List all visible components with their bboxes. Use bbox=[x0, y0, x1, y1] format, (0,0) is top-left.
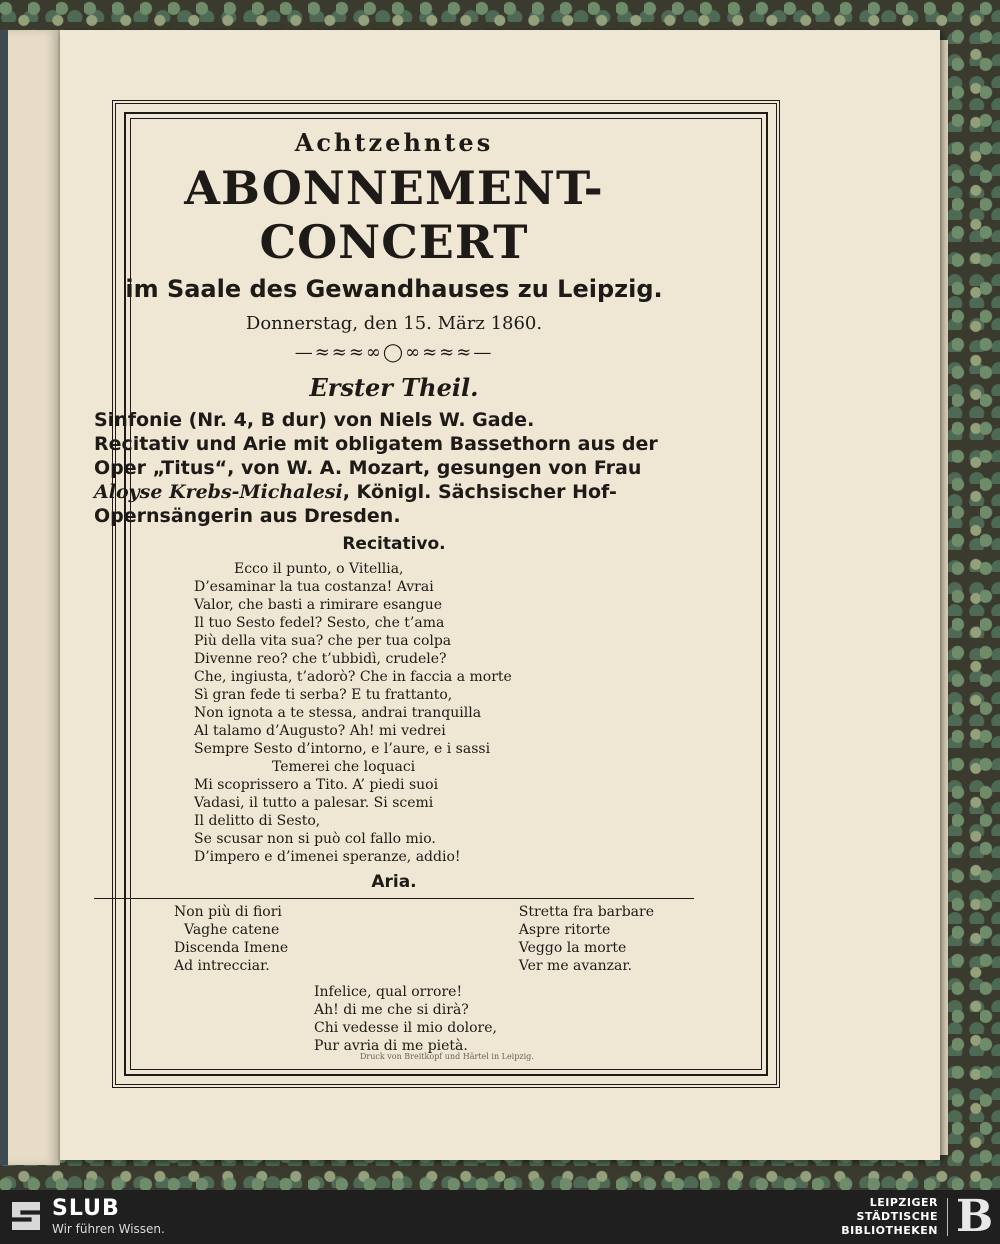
poem-line: Sì gran fede ti serba? E tu frattanto, bbox=[194, 687, 453, 703]
aria-heading: Aria. bbox=[371, 872, 417, 892]
poem-line: Vadasi, il tutto a palesar. Si scemi bbox=[194, 795, 434, 811]
poem-line: D’esaminar la tua costanza! Avrai bbox=[194, 579, 434, 595]
slub-tagline: Wir führen Wissen. bbox=[52, 1222, 165, 1236]
poem-line: Mi scoprissero a Tito. A’ piedi suoi bbox=[194, 777, 439, 793]
poem-line: Divenne reo? che t’ubbidì, crudele? bbox=[194, 651, 447, 667]
aria-line: Veggo la morte bbox=[518, 940, 627, 956]
poem-line: Non ignota a te stessa, andrai tranquilla bbox=[194, 705, 482, 721]
aria-left-column bbox=[174, 903, 288, 975]
aria-verses bbox=[94, 903, 694, 975]
poem-line: Valor, che basti a rimirare esangue bbox=[194, 597, 443, 613]
page-stack-edge bbox=[940, 40, 948, 1155]
poem-line: Più della vita sua? che per tua colpa bbox=[194, 633, 452, 649]
aria-closing-verse bbox=[314, 983, 694, 1055]
programme-item-aria-text-end: , Königl. Sächsischer Hof-Opernsängerin aus Dresden. bbox=[94, 481, 617, 527]
aria-line: Chi vedesse il mio dolore, bbox=[314, 1020, 497, 1036]
poem-line: Al talamo d’Augusto? Ah! mi vedrei bbox=[194, 723, 446, 739]
aria-line: Infelice, qual orrore! bbox=[314, 984, 463, 1000]
aria-line: Stretta fra barbare bbox=[518, 904, 654, 920]
aria-line: Discenda Imene bbox=[174, 940, 289, 956]
recitativo-heading: Recitativo. bbox=[342, 534, 446, 554]
concert-venue: im Saale des Gewandhauses zu Leipzig. bbox=[125, 275, 663, 303]
concert-date: Donnerstag, den 15. März 1860. bbox=[245, 313, 543, 334]
aria-line: Ver me avanzar. bbox=[518, 958, 633, 974]
footer-bar bbox=[0, 1190, 1000, 1244]
aria-line: Aspre ritorte bbox=[518, 922, 611, 938]
poem-line: D’impero e d’imenei speranze, addio! bbox=[194, 849, 461, 865]
poem-line: Il tuo Sesto fedel? Sesto, che t’ama bbox=[194, 615, 445, 631]
poem-line: Temerei che loquaci bbox=[272, 759, 416, 775]
lsb-logo-icon[interactable]: B bbox=[956, 1191, 994, 1242]
poem-line: Ecco il punto, o Vitellia, bbox=[234, 561, 404, 577]
aria-line: Ah! di me che si dirà? bbox=[314, 1002, 469, 1018]
aria-right-column bbox=[519, 903, 654, 975]
concert-title: ABONNEMENT-CONCERT bbox=[184, 161, 604, 269]
printer-note: Druck von Breitkopf und Härtel in Leipzig. bbox=[360, 1052, 534, 1061]
poem-line: Che, ingiusta, t’adorò? Che in faccia a morte bbox=[194, 669, 512, 685]
aria-line: Ad intrecciar. bbox=[174, 958, 270, 974]
programme-item-sinfonie: Sinfonie (Nr. 4, B dur) von Niels W. Gade. bbox=[94, 409, 535, 431]
programme-item-aria bbox=[94, 432, 694, 528]
slub-logo-icon[interactable] bbox=[12, 1202, 40, 1230]
lsb-line: LEIPZIGER bbox=[869, 1196, 938, 1209]
poem-line: Il delitto di Sesto, bbox=[194, 813, 321, 829]
binding-edge bbox=[0, 30, 8, 1165]
lsb-line: STÄDTISCHE bbox=[856, 1210, 938, 1223]
concert-ordinal: Achtzehntes bbox=[294, 128, 494, 157]
left-page-board bbox=[0, 30, 60, 1165]
footer-separator bbox=[947, 1198, 948, 1236]
lsb-line: BIBLIOTHEKEN bbox=[841, 1224, 938, 1237]
aria-line: Vaghe catene bbox=[184, 922, 280, 938]
poem-line: Se scusar non si può col fallo mio. bbox=[194, 831, 436, 847]
section-heading: Erster Theil. bbox=[309, 373, 479, 402]
aria-line: Non più di fiori bbox=[174, 904, 282, 920]
lsb-name[interactable] bbox=[738, 1196, 938, 1238]
aria-line: Pur avria di me pietà. bbox=[314, 1038, 468, 1054]
concert-programme bbox=[94, 128, 694, 1055]
programme-item-aria-text: Recitativ und Arie mit obligatem Bassethorn aus der Oper „Titus“, von W. A. Mozart, gesungen von Frau bbox=[94, 433, 658, 479]
aria-divider bbox=[94, 898, 694, 899]
ornament-divider: —≈≈≈∞◯∞≈≈≈— bbox=[294, 342, 494, 363]
poem-line: Sempre Sesto d’intorno, e l’aure, e i sassi bbox=[194, 741, 491, 757]
slub-title[interactable]: SLUB bbox=[52, 1196, 120, 1221]
recitativo-text bbox=[194, 560, 694, 866]
singer-name: Aloyse Krebs-Michalesi bbox=[94, 481, 343, 503]
